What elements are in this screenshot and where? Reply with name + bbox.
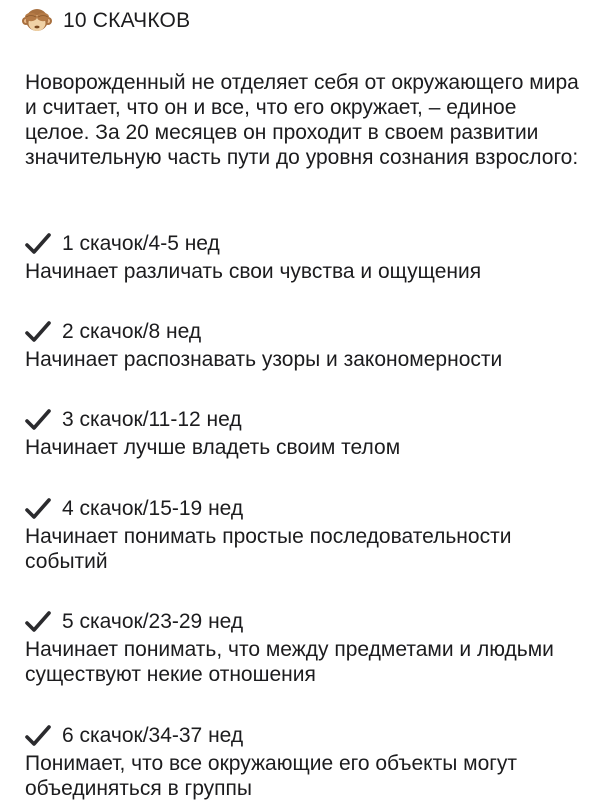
leap-description: Начинает понимать, что между предметами и людьми существуют некие отношения xyxy=(25,638,554,686)
post-title: 10 СКАЧКОВ xyxy=(63,9,191,32)
leap-description: Начинает различать свои чувства и ощущения xyxy=(25,260,482,283)
leap-item-1 xyxy=(25,231,590,284)
leap-description: Начинает распознавать узоры и закономерности xyxy=(25,348,503,371)
leap-heading: 5 скачок/23-29 нед xyxy=(62,610,244,633)
leap-heading: 4 скачок/15-19 нед xyxy=(62,497,244,520)
leap-item-5 xyxy=(25,609,590,687)
check-mark-icon xyxy=(25,498,51,520)
leap-heading: 1 скачок/4-5 нед xyxy=(62,232,220,255)
see-no-evil-monkey-icon xyxy=(22,7,52,35)
intro-paragraph: Новорожденный не отделяет себя от окружающего мира и считает, что он и все, что его окружает, – единое целое. За 20 месяцев он проходит в своем развитии значительную часть пути до уровня сознания взрослого: xyxy=(25,71,579,169)
leap-heading: 3 скачок/11-12 нед xyxy=(62,408,242,431)
leap-heading: 2 скачок/8 нед xyxy=(62,320,202,343)
leap-heading: 6 скачок/34-37 нед xyxy=(62,724,244,747)
leap-item-3 xyxy=(25,407,590,460)
check-mark-icon xyxy=(25,409,51,431)
check-mark-icon xyxy=(25,611,51,633)
leap-item-4 xyxy=(25,496,590,574)
leap-item-2 xyxy=(25,319,590,372)
leap-item-6 xyxy=(25,723,590,801)
leap-description: Начинает лучше владеть своим телом xyxy=(25,436,401,459)
leap-description: Начинает понимать простые последовательности событий xyxy=(25,525,512,573)
check-mark-icon xyxy=(25,725,51,747)
post-header xyxy=(22,7,190,35)
leap-description: Понимает, что все окружающие его объекты могут объединяться в группы xyxy=(25,752,518,800)
check-mark-icon xyxy=(25,233,51,255)
check-mark-icon xyxy=(25,321,51,343)
